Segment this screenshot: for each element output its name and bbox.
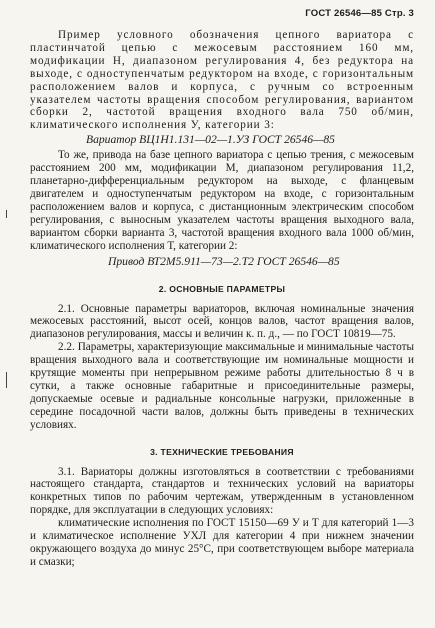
section-2-title: 2. ОСНОВНЫЕ ПАРАМЕТРЫ	[158, 283, 286, 294]
example-1-paragraph: Пример условного обозначения цепного вариатора с пластинчатой цепью с межосевым расстоянием 160 мм, модификации Н, диапазоном регулирования 4, без редуктора на выходе, с одноступенчатым редуктором на входе, с горизонтальным расположением валов и корпуса, с ручным со встроенным указателем частоты вращения способом регулирования, вариантом сборки 2, частотой вращения входного вала 750 об/мин, климатического исполнения У, категории 3:	[30, 29, 414, 132]
paragraph-2-1: 2.1. Основные параметры вариаторов, включая номинальные значения межосевых расстояний, высот осей, концов валов, частот вращения валов, диапазонов регулирования, массы и величин к. п. д., — по ГОСТ 10819—75.	[30, 302, 414, 341]
page-header: ГОСТ 26546—85 Стр. 3	[305, 8, 414, 19]
paragraph-3-1: 3.1. Вариаторы должны изготовляться в соответствии с требованиями настоящего стандарта, стандартов и технических условий на вариаторы конкретных типов по рабочим чертежам, утвержденным в установленном порядке, для эксплуатации в следующих условиях:	[30, 465, 414, 517]
designation-2: Привод ВТ2М5.911—73—2.Т2 ГОСТ 26546—85	[108, 254, 340, 268]
document-page	[30, 8, 414, 569]
example-2-paragraph: То же, привода на базе цепного вариатора с цепью трения, с межосевым расстоянием 200 мм, модификации М, диапазоном регулирования 11,2, планетарно-дифференциальным редуктором на выходе, с фланцевым двигателем и одноступенчатым редуктором на входе, с горизонтальным расположением валов и корпуса, с дистанционным электрическим способом регулирования, с выносным указателем частоты вращения выходного вала, вариантом сборки варианта 3, частотой вращения входного вала 1000 об/мин, климатического исполнения Т, категории 2:	[30, 149, 414, 252]
section-3-title: 3. ТЕХНИЧЕСКИЕ ТРЕБОВАНИЯ	[150, 446, 294, 457]
designation-1: Вариатор ВЦ1Н1.131—02—1.УЗ ГОСТ 26546—85	[86, 133, 335, 147]
margin-mark-top	[6, 210, 7, 218]
paragraph-2-2: 2.2. Параметры, характеризующие максимальные и минимальные частоты вращения выходного вала и соответствующие им номинальные мощности и крутящие моменты при непрерывном режиме работы длительностью 8 ч в сутки, а также основные габаритные и присоединительные размеры, допускаемые осевые и радиальные консольные нагрузки, приложенные в середине посадочной части валов, должны быть приведены в технических условиях.	[30, 341, 414, 431]
paragraph-3-1-conditions: климатические исполнения по ГОСТ 15150—69 У и Т для категорий 1—3 и климатическое исполнение УХЛ для категории 4 при нижнем значении окружающего воздуха до минус 25°С, при соответствующем выборе материала и смазки;	[30, 517, 414, 568]
margin-mark-bottom	[6, 372, 7, 388]
